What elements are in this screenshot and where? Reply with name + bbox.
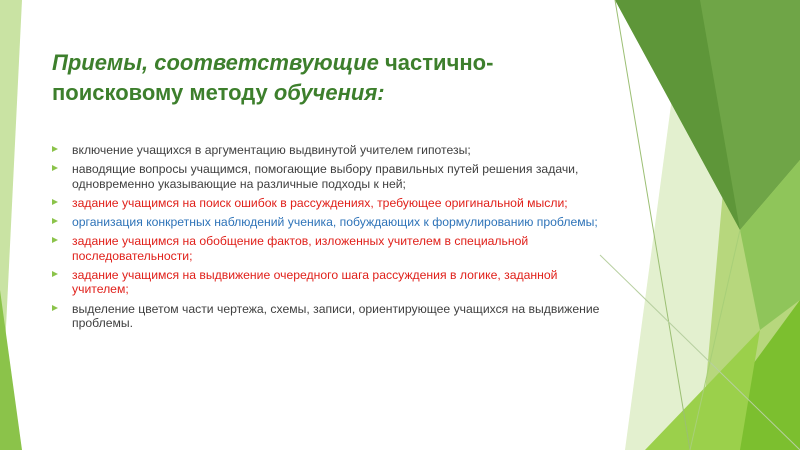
triangle-right-icon: [52, 305, 58, 311]
bullet-item: [52, 215, 612, 229]
slide-title: [52, 48, 592, 108]
bullet-text: задание учащимся на поиск ошибок в рассуждениях, требующее оригинальной мысли;: [72, 195, 568, 210]
triangle-right-icon: [52, 146, 58, 152]
triangle-right-icon: [52, 237, 58, 243]
bullet-text: задание учащимся на выдвижение очередного шага рассуждения в логике, заданной учителем;: [72, 268, 558, 297]
triangle-right-icon: [52, 271, 58, 277]
bullet-item: [52, 196, 612, 210]
bullet-item: [52, 302, 612, 331]
triangle-right-icon: [52, 165, 58, 171]
title-part-1: Приемы, соответствующие: [52, 50, 379, 75]
bullet-text: включение учащихся в аргументацию выдвинутой учителем гипотезы;: [72, 143, 471, 157]
triangle-right-icon: [52, 199, 58, 205]
title-part-2: частично-поисковому методу: [52, 50, 494, 105]
bullet-item: [52, 268, 612, 297]
bullet-list: [52, 143, 612, 335]
title-part-3: обучения:: [273, 80, 385, 105]
bullet-item: [52, 234, 612, 263]
bullet-text: организация конкретных наблюдений ученика, побуждающих к формулированию проблемы;: [72, 215, 598, 230]
bullet-item: [52, 162, 612, 191]
triangle-right-icon: [52, 218, 58, 224]
bullet-item: [52, 143, 612, 157]
left-facet-dark: [0, 290, 22, 450]
bullet-text: наводящие вопросы учащимся, помогающие выбору правильных путей решения задачи, одновременно указывающие на различные подходы к ней;: [72, 162, 579, 191]
bullet-text: выделение цветом части чертежа, схемы, записи, ориентирующее учащихся на выдвижение проблемы.: [72, 301, 600, 330]
bullet-text: задание учащимся на обобщение фактов, изложенных учителем в специальной последовательности;: [72, 234, 529, 263]
